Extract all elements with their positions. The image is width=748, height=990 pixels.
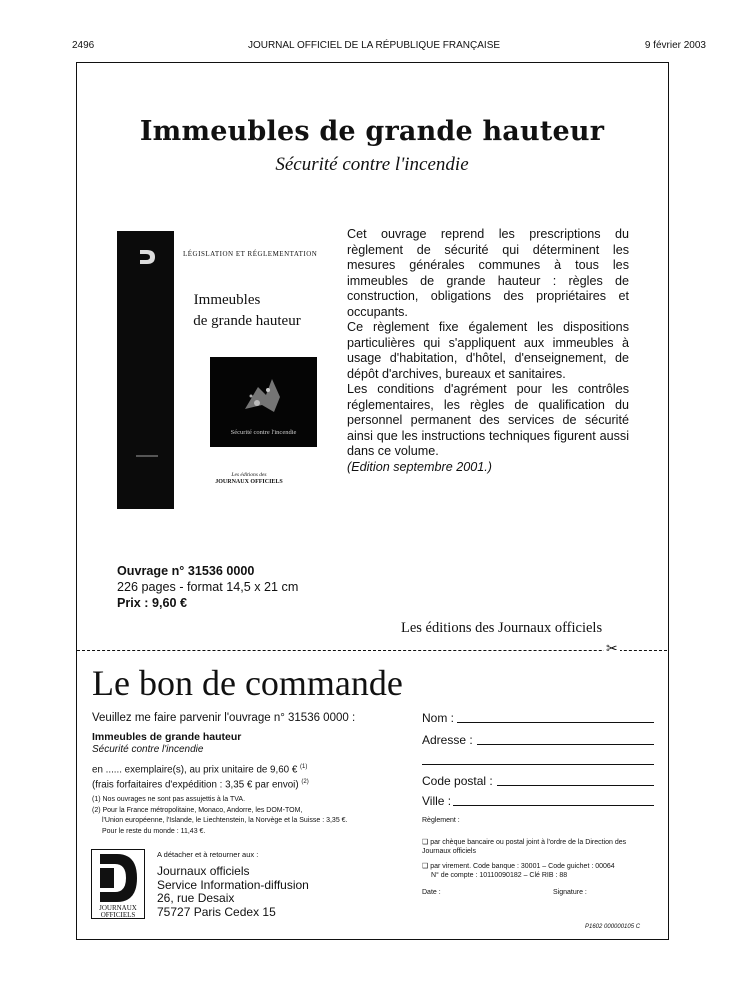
code-postal-label: Code postal :	[422, 774, 493, 788]
book-photo-caption: Sécurité contre l'incendie	[230, 429, 297, 436]
page-date: 9 février 2003	[644, 40, 706, 51]
book-publisher-line1: Les éditions des	[231, 472, 267, 478]
order-book-title: Immeubles de grande hauteur	[92, 731, 242, 743]
reference-code: P1602 000000105 C	[585, 924, 641, 930]
footnote-ref: (2)	[301, 779, 309, 786]
ville-field[interactable]	[453, 805, 654, 806]
address-line: Service Information-diffusion	[157, 877, 309, 892]
address-line: Journaux officiels	[157, 864, 250, 878]
cut-line	[77, 650, 667, 651]
order-form-title: Le bon de commande	[92, 663, 403, 703]
publisher-line: Les éditions des Journaux officiels	[401, 620, 603, 636]
logo-text-1: JOURNAUX	[99, 904, 137, 912]
reglement-label: Règlement :	[422, 817, 460, 824]
spine-mark	[136, 455, 158, 457]
book-price: Prix : 9,60 €	[117, 596, 188, 610]
footnote: (1) Nos ouvrages ne sont pas assujettis à la TVA.	[92, 796, 246, 803]
order-intro: Veuillez me faire parvenir l'ouvrage n° 31536 0000 :	[92, 712, 356, 724]
journal-name: JOURNAL OFFICIEL DE LA RÉPUBLIQUE FRANÇAISE	[247, 40, 501, 51]
book-reference	[117, 563, 298, 611]
copies-line: en ...... exemplaire(s), au prix unitaire de 9,60 €	[92, 764, 298, 776]
signature-label: Signature :	[553, 889, 587, 896]
return-address	[157, 865, 309, 919]
advert-title: Immeubles de grande hauteur	[139, 116, 605, 147]
adresse-field-line2[interactable]	[422, 764, 654, 765]
detach-instruction: A détacher et à retourner aux :	[157, 850, 259, 859]
logo-text-2: OFFICIELS	[100, 911, 136, 919]
edition-note: (Edition septembre 2001.)	[347, 459, 492, 474]
code-postal-field[interactable]	[497, 785, 654, 786]
ouvrage-number: Ouvrage n° 31536 0000	[117, 564, 255, 578]
description-paragraph: Cet ouvrage reprend les prescriptions du règlement de sécurité qui déterminent les mesures générales communes à tous les immeubles de grande hauteur : règles de construction, obligations des propriétaires et occupants.	[347, 227, 629, 319]
advert-subtitle: Sécurité contre l'incendie	[275, 154, 469, 175]
footnote: l'Union européenne, l'Islande, le Liechtenstein, la Norvège et la Suisse : 3,35 €.	[102, 817, 348, 824]
nom-field[interactable]	[457, 722, 654, 723]
book-title-line1: Immeubles	[193, 292, 261, 308]
payment-option-cheque[interactable]: ❑ par chèque bancaire ou postal joint à l'ordre de la Direction des Journaux officiels	[422, 839, 627, 855]
bank-account-details: N° de compte : 10110090182 – Clé RIB : 88	[431, 872, 568, 879]
adresse-label: Adresse :	[422, 733, 473, 747]
date-label: Date :	[422, 889, 441, 896]
footnote: Pour le reste du monde : 11,43 €.	[102, 827, 206, 835]
order-quantity	[92, 761, 309, 792]
book-series: LÉGISLATION ET RÉGLEMENTATION	[183, 250, 318, 258]
address-line: 26, rue Desaix	[157, 891, 235, 905]
footnote: (2) Pour la France métropolitaine, Monaco, Andorre, les DOM-TOM,	[92, 806, 303, 814]
book-format: 226 pages - format 14,5 x 21 cm	[117, 580, 299, 594]
ville-label: Ville :	[422, 794, 452, 808]
adresse-field[interactable]	[477, 744, 654, 745]
book-spine	[117, 231, 174, 509]
footnote-ref: (1)	[300, 764, 308, 770]
description-paragraph: Ce règlement fixe également les dispositions particulières qui s'appliquent aux immeubles à usage d'habitation, d'hôtel, d'enseignement, de dépôt d'archives, bureaux et sanitaires.	[347, 320, 629, 381]
shipping-line: (frais forfaitaires d'expédition : 3,35 € par envoi)	[92, 779, 299, 791]
order-book-subtitle: Sécurité contre l'incendie	[92, 744, 204, 755]
book-description	[347, 227, 629, 475]
description-paragraph: Les conditions d'agrément pour les contrôles réglementaires, les règles de qualification du personnel permanent des services de sécurité ainsi que les instructions techniques figurent aussi dans ce volume.	[347, 382, 629, 458]
book-title-line2: de grande hauteur	[193, 313, 301, 329]
address-line: 75727 Paris Cedex 15	[157, 904, 276, 919]
journaux-officiels-logo-icon	[136, 248, 158, 266]
journaux-officiels-logo-icon	[91, 849, 145, 919]
payment-option-virement[interactable]: ❑ par virement. Code banque : 30001 – Code guichet : 00064	[422, 863, 615, 870]
page-number: 2496	[72, 40, 95, 51]
order-footnotes	[92, 795, 348, 837]
nom-label: Nom :	[422, 711, 455, 725]
scissors-icon: ✂	[606, 640, 618, 656]
book-publisher-line2: JOURNAUX OFFICIELS	[215, 479, 283, 485]
